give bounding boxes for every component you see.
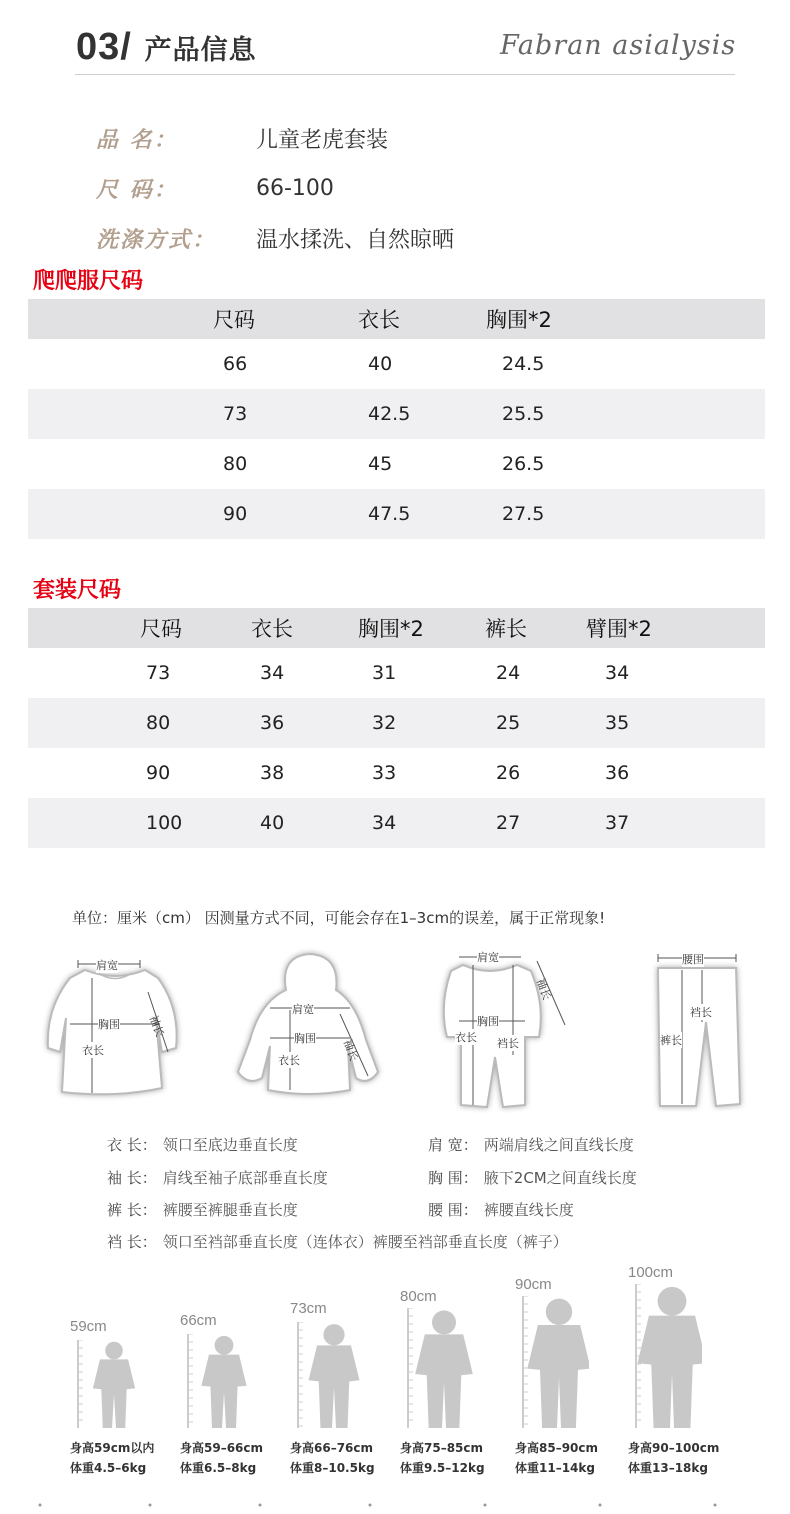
table-cell: 45 bbox=[368, 453, 393, 475]
table-cell: 80 bbox=[223, 453, 248, 475]
table-cell: 66 bbox=[223, 353, 248, 375]
table-cell: 31 bbox=[372, 662, 397, 684]
height-range-label: 身高85–90cm bbox=[515, 1441, 599, 1455]
pants-icon bbox=[640, 950, 750, 1110]
definition-sleeve bbox=[107, 1167, 328, 1188]
chest-label: 胸围 bbox=[294, 1032, 316, 1045]
header-cell: 臂围*2 bbox=[586, 617, 652, 641]
header-cell: 尺码 bbox=[140, 617, 182, 641]
header-cell: 裤长 bbox=[485, 617, 527, 641]
child-silhouette-icon bbox=[294, 1322, 364, 1432]
height-range-label: 身高66–76cm bbox=[290, 1441, 374, 1455]
header-rule bbox=[75, 74, 735, 75]
crotch-label: 裆长 bbox=[497, 1037, 519, 1050]
info-value: 66-100 bbox=[256, 175, 334, 201]
weight-range-label: 体重6.5–8kg bbox=[180, 1461, 257, 1475]
table-cell: 36 bbox=[260, 712, 285, 734]
table-row bbox=[28, 489, 765, 539]
table-cell: 34 bbox=[372, 812, 397, 834]
table-cell: 73 bbox=[223, 403, 248, 425]
height-cm-label: 73cm bbox=[290, 1300, 327, 1317]
definition-key: 腰 围： bbox=[428, 1201, 478, 1219]
table-cell: 35 bbox=[605, 712, 630, 734]
table-cell: 90 bbox=[146, 762, 171, 784]
definition-key: 肩 宽： bbox=[428, 1136, 478, 1154]
height-cm-label: 66cm bbox=[180, 1312, 217, 1329]
table-cell: 90 bbox=[223, 503, 248, 525]
table-cell: 100 bbox=[146, 812, 183, 834]
table-cell: 42.5 bbox=[368, 403, 411, 425]
weight-range-label: 体重9.5–12kg bbox=[400, 1461, 485, 1475]
height-range-label: 身高90–100cm bbox=[628, 1441, 720, 1455]
definition-key: 裤 长： bbox=[107, 1201, 157, 1219]
info-label: 品 名： bbox=[96, 127, 178, 153]
table-row bbox=[28, 648, 765, 698]
table-cell: 27.5 bbox=[502, 503, 545, 525]
table-cell: 37 bbox=[605, 812, 630, 834]
info-label: 尺 码： bbox=[96, 177, 178, 203]
table-cell: 73 bbox=[146, 662, 171, 684]
table-cell: 80 bbox=[146, 712, 171, 734]
header-cell: 衣长 bbox=[251, 617, 293, 641]
definition-value: 两端肩线之间直线长度 bbox=[483, 1136, 634, 1154]
crotch-label: 裆长 bbox=[690, 1006, 712, 1019]
table-row bbox=[28, 389, 765, 439]
pants-diagram bbox=[640, 950, 750, 1114]
child-silhouette-icon bbox=[519, 1296, 589, 1432]
chest-label: 胸围 bbox=[477, 1015, 499, 1028]
set-table-title: 套装尺码 bbox=[33, 578, 122, 603]
table-row bbox=[28, 439, 765, 489]
measurement-note: 单位：厘米（cm） 因测量方式不同，可能会存在1–3cm的误差，属于正常现象! bbox=[72, 909, 606, 927]
definition-key: 衣 长： bbox=[107, 1136, 157, 1154]
length-label: 裤长 bbox=[660, 1034, 682, 1047]
shoulder-label: 肩宽 bbox=[292, 1003, 314, 1016]
table-row bbox=[28, 339, 765, 389]
table-header-row bbox=[28, 608, 765, 648]
table-cell: 34 bbox=[260, 662, 285, 684]
table-cell: 40 bbox=[368, 353, 393, 375]
table-cell: 24.5 bbox=[502, 353, 545, 375]
section-heading bbox=[76, 26, 257, 69]
definition-value: 领口至底边垂直长度 bbox=[162, 1136, 298, 1154]
definition-key: 胸 围： bbox=[428, 1169, 478, 1187]
shoulder-label: 肩宽 bbox=[96, 959, 118, 972]
length-label: 衣长 bbox=[278, 1054, 300, 1067]
definition-length bbox=[107, 1134, 298, 1155]
height-cm-label: 59cm bbox=[70, 1318, 107, 1335]
definition-value: 裤腰至裤腿垂直长度 bbox=[162, 1201, 298, 1219]
info-label: 洗涤方式： bbox=[96, 227, 217, 253]
romper-table-title: 爬爬服尺码 bbox=[33, 269, 144, 294]
length-label: 衣长 bbox=[82, 1044, 104, 1057]
definition-shoulder bbox=[428, 1134, 634, 1155]
definition-value: 裤腰直线长度 bbox=[483, 1201, 574, 1219]
height-cm-label: 100cm bbox=[628, 1264, 674, 1281]
child-silhouette-icon bbox=[404, 1308, 474, 1432]
shoulder-label: 肩宽 bbox=[477, 951, 499, 964]
sleeve-label: 袖长 bbox=[533, 976, 554, 1002]
bottom-dots bbox=[0, 1500, 790, 1514]
table-cell: 24 bbox=[496, 662, 521, 684]
header-cell: 胸围*2 bbox=[358, 617, 424, 641]
table-cell: 34 bbox=[605, 662, 630, 684]
table-cell: 47.5 bbox=[368, 503, 411, 525]
definition-value: 领口至裆部垂直长度（连体衣）裤腰至裆部垂直长度（裤子） bbox=[162, 1233, 568, 1251]
weight-range-label: 体重4.5–6kg bbox=[70, 1461, 147, 1475]
script-signature: Fabran asialysis bbox=[500, 30, 737, 61]
table-header-row bbox=[28, 299, 765, 339]
table-cell: 27 bbox=[496, 812, 521, 834]
hoodie-icon bbox=[228, 950, 388, 1100]
definition-value: 肩线至袖子底部垂直长度 bbox=[162, 1169, 328, 1187]
weight-range-label: 体重13–18kg bbox=[628, 1461, 708, 1475]
table-cell: 38 bbox=[260, 762, 285, 784]
header-cell: 衣长 bbox=[358, 308, 400, 332]
section-number: 03/ bbox=[76, 26, 132, 68]
info-row-wash bbox=[96, 218, 454, 258]
table-cell: 25.5 bbox=[502, 403, 545, 425]
header-cell: 尺码 bbox=[213, 308, 255, 332]
definition-key: 裆 长： bbox=[107, 1233, 157, 1251]
definition-crotch bbox=[107, 1231, 568, 1252]
table-cell: 25 bbox=[496, 712, 521, 734]
romper-icon bbox=[425, 945, 575, 1115]
set-size-table bbox=[28, 608, 765, 848]
definition-chest bbox=[428, 1167, 637, 1188]
weight-range-label: 体重8–10.5kg bbox=[290, 1461, 375, 1475]
sleeve-label: 袖长 bbox=[146, 1013, 167, 1039]
table-cell: 26.5 bbox=[502, 453, 545, 475]
sleeve-label: 袖长 bbox=[340, 1037, 361, 1063]
info-value: 儿童老虎套装 bbox=[256, 127, 389, 153]
definition-value: 腋下2CM之间直线长度 bbox=[483, 1169, 637, 1187]
definition-key: 袖 长： bbox=[107, 1169, 157, 1187]
romper-size-table bbox=[28, 299, 765, 539]
chest-label: 胸围 bbox=[98, 1018, 120, 1031]
info-value: 温水揉洗、自然晾晒 bbox=[256, 227, 455, 253]
dress-diagram bbox=[40, 948, 190, 1112]
table-cell: 36 bbox=[605, 762, 630, 784]
header-cell: 胸围*2 bbox=[486, 308, 552, 332]
height-range-label: 身高75–85cm bbox=[400, 1441, 484, 1455]
table-row bbox=[28, 798, 765, 848]
height-cm-label: 90cm bbox=[515, 1276, 552, 1293]
length-label: 衣长 bbox=[455, 1031, 477, 1044]
height-range-label: 身高59–66cm bbox=[180, 1441, 264, 1455]
waist-label: 腰围 bbox=[682, 953, 704, 966]
romper-diagram bbox=[425, 945, 575, 1119]
info-row-size bbox=[96, 168, 334, 208]
table-cell: 40 bbox=[260, 812, 285, 834]
definition-waist bbox=[428, 1199, 574, 1220]
height-range-label: 身高59cm以内 bbox=[70, 1441, 155, 1455]
hoodie-diagram bbox=[228, 950, 388, 1104]
weight-range-label: 体重11–14kg bbox=[515, 1461, 595, 1475]
child-silhouette-icon bbox=[632, 1284, 702, 1432]
height-cm-label: 80cm bbox=[400, 1288, 437, 1305]
table-row bbox=[28, 748, 765, 798]
info-row-name bbox=[96, 118, 388, 158]
table-cell: 33 bbox=[372, 762, 397, 784]
child-silhouette-icon bbox=[74, 1340, 144, 1432]
table-row bbox=[28, 698, 765, 748]
definition-pants-length bbox=[107, 1199, 298, 1220]
table-cell: 32 bbox=[372, 712, 397, 734]
section-title: 产品信息 bbox=[144, 35, 257, 66]
table-cell: 26 bbox=[496, 762, 521, 784]
child-silhouette-icon bbox=[184, 1334, 254, 1432]
